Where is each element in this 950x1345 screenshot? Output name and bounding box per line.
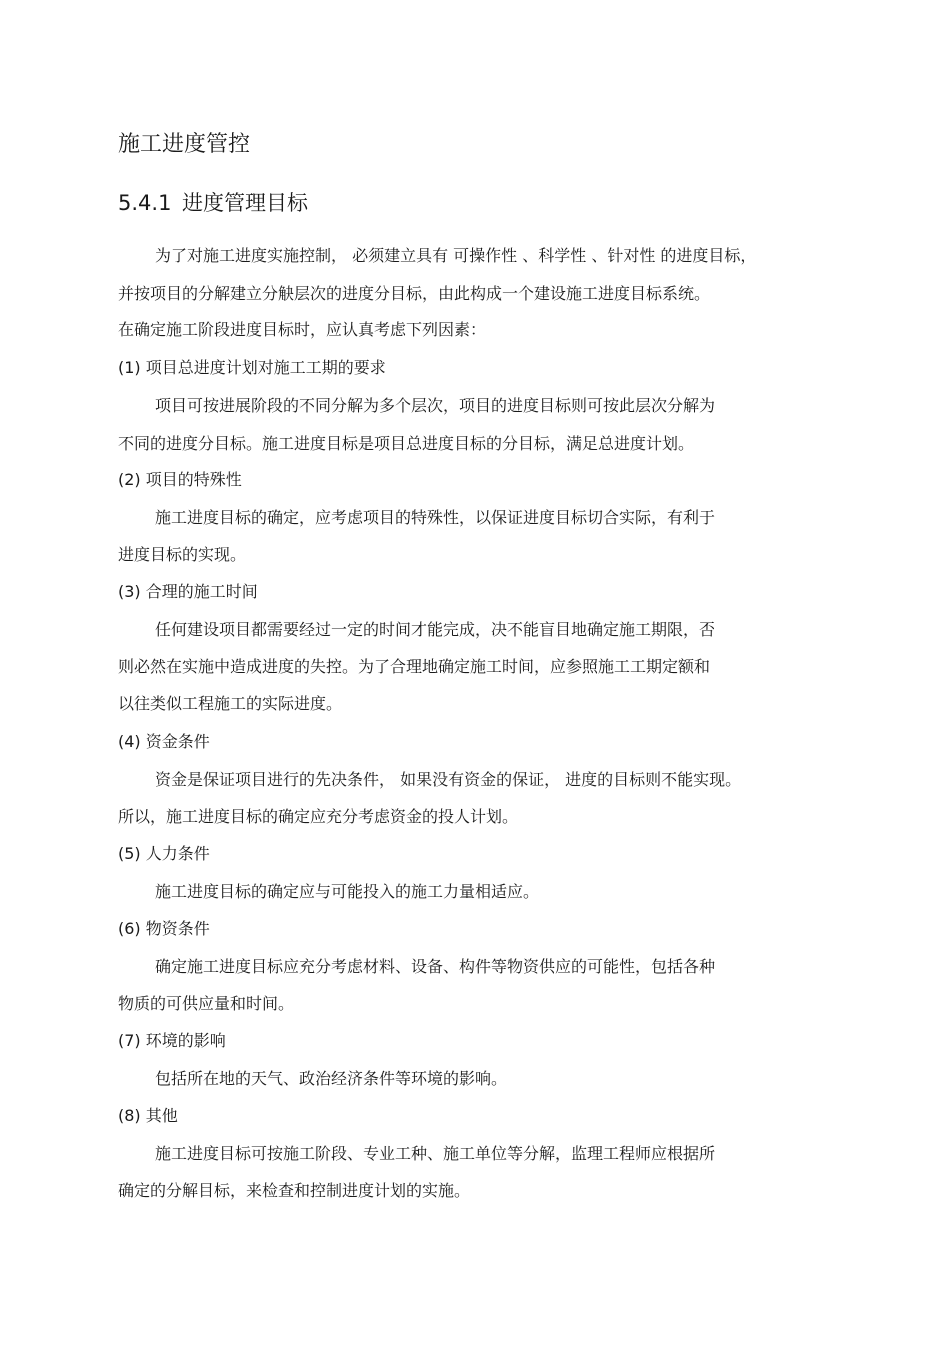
factor-heading: (2) 项目的特殊性 xyxy=(118,470,242,489)
paragraph-line: 物质的可供应量和时间。 xyxy=(118,994,295,1013)
paragraph-line: 不同的进度分目标。施工进度目标是项目总进度目标的分目标，满足总进度计划。 xyxy=(118,434,695,453)
paragraph-line: 施工进度目标可按施工阶段、专业工种、施工单位等分解，监理工程师应根据所 xyxy=(155,1144,716,1163)
factor-heading: (5) 人力条件 xyxy=(118,844,210,863)
paragraph-line: 资金是保证项目进行的先决条件， 如果没有资金的保证， 进度的目标则不能实现。 xyxy=(155,770,742,789)
paragraph-line: 施工进度目标的确定应与可能投入的施工力量相适应。 xyxy=(155,882,540,901)
paragraph-line: 包括所在地的天气、政治经济条件等环境的影响。 xyxy=(155,1069,508,1088)
paragraph-line: 确定的分解目标，来检查和控制进度计划的实施。 xyxy=(118,1181,471,1200)
paragraph-line: 所以，施工进度目标的确定应充分考虑资金的投人计划。 xyxy=(118,807,519,826)
paragraph-line: 项目可按进展阶段的不同分解为多个层次，项目的进度目标则可按此层次分解为 xyxy=(155,396,716,415)
paragraph-line: 以往类似工程施工的实际进度。 xyxy=(118,694,343,713)
paragraph-line: 确定施工进度目标应充分考虑材料、设备、构件等物资供应的可能性，包括各种 xyxy=(155,957,716,976)
factor-heading: (7) 环境的影响 xyxy=(118,1031,226,1050)
factor-heading: (4) 资金条件 xyxy=(118,732,210,751)
factor-heading: (3) 合理的施工时间 xyxy=(118,582,258,601)
page-title: 施工进度管控 xyxy=(118,132,251,157)
paragraph-line: 则必然在实施中造成进度的失控。为了合理地确定施工时间，应参照施工工期定额和 xyxy=(118,657,711,676)
section-heading xyxy=(118,188,308,218)
paragraph-line: 为了对施工进度实施控制， 必须建立具有 可操作性 、科学性 、针对性 的进度目标， xyxy=(155,246,757,265)
section-number: 5.4.1 xyxy=(118,191,172,215)
section-title: 进度管理目标 xyxy=(182,191,308,215)
paragraph-line: 任何建设项目都需要经过一定的时间才能完成，决不能盲目地确定施工期限，否 xyxy=(155,620,716,639)
paragraph-line: 施工进度目标的确定，应考虑项目的特殊性，以保证进度目标切合实际，有利于 xyxy=(155,508,716,527)
paragraph-line: 在确定施工阶段进度目标时，应认真考虑下列因素： xyxy=(118,320,487,339)
factor-heading: (1) 项目总进度计划对施工工期的要求 xyxy=(118,358,386,377)
paragraph-line: 进度目标的实现。 xyxy=(118,545,247,564)
factor-heading: (8) 其他 xyxy=(118,1106,178,1125)
factor-heading: (6) 物资条件 xyxy=(118,919,210,938)
paragraph-line: 并按项目的分解建立分觖层次的进度分目标，由此构成一个建设施工进度目标系统。 xyxy=(118,284,711,303)
